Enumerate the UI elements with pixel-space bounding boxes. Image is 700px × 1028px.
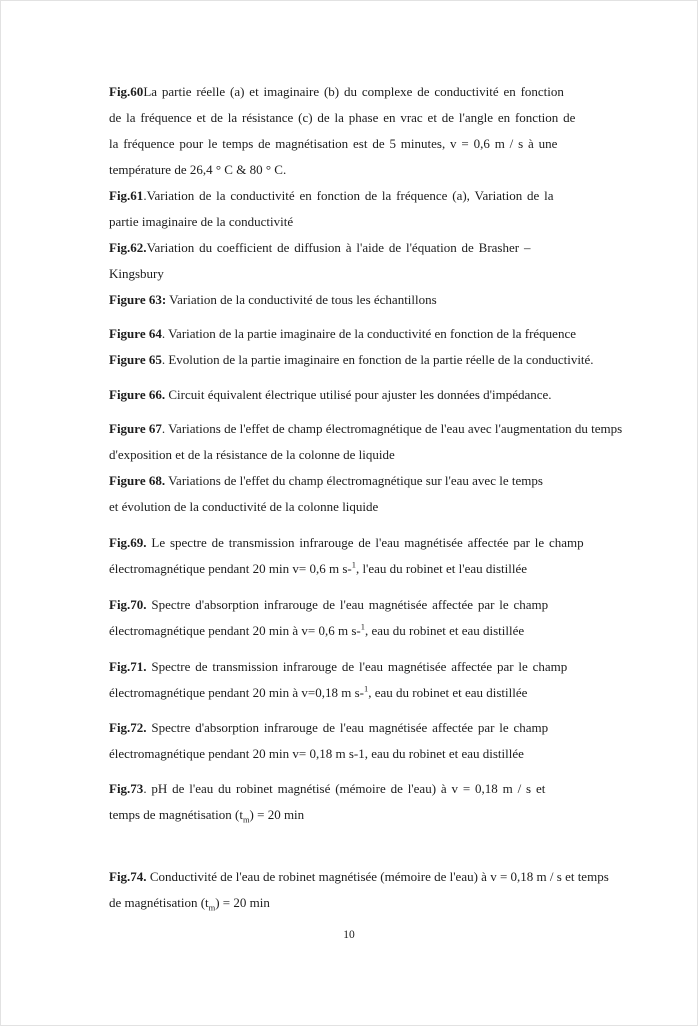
text-line: [109, 442, 621, 468]
text-line: [109, 802, 621, 828]
caption-text: Kingsbury: [109, 266, 164, 281]
figure-label: Fig.73: [109, 781, 144, 796]
figure-entry: [109, 287, 621, 313]
figure-entry: [109, 79, 621, 183]
figure-label: Fig.61: [109, 188, 144, 203]
superscript: 1: [360, 621, 365, 632]
caption-text: Spectre d'absorption infrarouge de l'eau magnétisée affectée par le champ: [146, 597, 549, 612]
figure-label: Fig.74.: [109, 869, 147, 884]
figure-label: Fig.69.: [109, 535, 147, 550]
figure-entry: [109, 183, 621, 235]
figure-label: Fig.71.: [109, 659, 147, 674]
caption-text: d'exposition et de la résistance de la colonne de liquide: [109, 447, 395, 462]
caption-text: . pH de l'eau du robinet magnétisé (mémoire de l'eau) à v = 0,18 m / s et: [143, 781, 546, 796]
text-line: [109, 183, 621, 209]
text-line: [109, 864, 621, 890]
caption-text: Variation de la conductivité de tous les échantillons: [166, 292, 437, 307]
caption-text: température de 26,4 ° C & 80 ° C.: [109, 162, 287, 177]
caption-text: et évolution de la conductivité de la colonne liquide: [109, 499, 379, 514]
caption-text: Le spectre de transmission infrarouge de l'eau magnétisée affectée par le champ: [146, 535, 584, 550]
figure-label: Figure 68.: [109, 473, 166, 488]
text-line: [109, 382, 621, 408]
caption-text: électromagnétique pendant 20 min à v= 0,6 m s-: [109, 623, 361, 638]
caption-text: Circuit équivalent électrique utilisé pour ajuster les données d'impédance.: [165, 387, 552, 402]
caption-text: électromagnétique pendant 20 min à v=0,18 m s-: [109, 685, 364, 700]
subscript: m: [242, 814, 250, 825]
figure-label: Figure 63:: [109, 292, 167, 307]
caption-text: . Evolution de la partie imaginaire en fonction de la partie réelle de la conductivité.: [161, 352, 594, 367]
caption-text: Spectre d'absorption infrarouge de l'eau magnétisée affectée par le champ: [146, 720, 549, 735]
figure-entry: [109, 654, 621, 706]
figure-entry: [109, 864, 621, 916]
text-line: [109, 530, 621, 556]
subscript: m: [208, 902, 216, 913]
text-line: [109, 618, 621, 644]
caption-text: électromagnétique pendant 20 min v= 0,18 m s-1, eau du robinet et eau distillée: [109, 746, 524, 761]
figure-list: [109, 79, 621, 916]
text-line: [109, 741, 621, 767]
figure-entry: [109, 530, 621, 582]
text-line: [109, 131, 621, 157]
caption-text: de la fréquence et de la résistance (c) de la phase en vrac et de l'angle en fonction de: [109, 110, 576, 125]
figure-entry: [109, 382, 621, 408]
caption-text: , eau du robinet et eau distillée: [368, 685, 528, 700]
figure-entry: [109, 321, 621, 347]
text-line: [109, 556, 621, 582]
page-number: 10: [343, 929, 355, 941]
caption-text: électromagnétique pendant 20 min v= 0,6 m s-: [109, 561, 352, 576]
text-line: [109, 890, 621, 916]
figure-label: Fig.62.: [109, 240, 147, 255]
caption-text: Variation du coefficient de diffusion à l'aide de l'équation de Brasher –: [146, 240, 531, 255]
superscript: 1: [351, 559, 356, 570]
caption-text: .Variation de la conductivité en fonction de la fréquence (a), Variation de la: [143, 188, 554, 203]
text-line: [109, 287, 621, 313]
text-line: [109, 654, 621, 680]
figure-label: Fig.72.: [109, 720, 147, 735]
caption-text: . Variations de l'effet de champ électromagnétique de l'eau avec l'augmentation du temps: [161, 421, 623, 436]
caption-text: ) = 20 min: [249, 807, 305, 822]
figure-label: Figure 66.: [109, 387, 166, 402]
text-line: [109, 105, 621, 131]
text-line: [109, 235, 621, 261]
caption-text: la fréquence pour le temps de magnétisation est de 5 minutes, v = 0,6 m / s à une: [109, 136, 558, 151]
caption-text: Conductivité de l'eau de robinet magnétisée (mémoire de l'eau) à v = 0,18 m / s et temps: [146, 869, 609, 884]
caption-text: partie imaginaire de la conductivité: [109, 214, 294, 229]
figure-entry: [109, 776, 621, 828]
figure-entry: [109, 468, 621, 520]
figure-entry: [109, 347, 621, 373]
figure-label: Figure 67: [109, 421, 162, 436]
text-line: [109, 261, 621, 287]
text-line: [109, 416, 621, 442]
figure-entry: [109, 416, 621, 468]
figure-label: Figure 65: [109, 352, 162, 367]
figure-label: Figure 64: [109, 326, 162, 341]
caption-text: Variations de l'effet du champ électromagnétique sur l'eau avec le temps: [165, 473, 543, 488]
figure-label: Fig.60: [109, 84, 144, 99]
caption-text: de magnétisation (t: [109, 895, 209, 910]
text-line: [109, 321, 621, 347]
superscript: 1: [364, 683, 369, 694]
figure-label: Fig.70.: [109, 597, 147, 612]
caption-text: . Variation de la partie imaginaire de la conductivité en fonction de la fréquence: [161, 326, 576, 341]
text-line: [109, 347, 621, 373]
caption-text: ) = 20 min: [215, 895, 270, 910]
text-line: [109, 680, 621, 706]
figure-entry: [109, 715, 621, 767]
text-line: [109, 209, 621, 235]
caption-text: , eau du robinet et eau distillée: [364, 623, 525, 638]
text-line: [109, 494, 621, 520]
figure-entry: [109, 592, 621, 644]
caption-text: Spectre de transmission infrarouge de l'eau magnétisée affectée par le champ: [146, 659, 568, 674]
text-line: [109, 715, 621, 741]
caption-text: temps de magnétisation (t: [109, 807, 243, 822]
figure-entry: [109, 235, 621, 287]
text-line: [109, 79, 621, 105]
text-line: [109, 468, 621, 494]
text-line: [109, 157, 621, 183]
text-line: [109, 592, 621, 618]
caption-text: , l'eau du robinet et l'eau distillée: [355, 561, 528, 576]
caption-text: La partie réelle (a) et imaginaire (b) du complexe de conductivité en fonction: [143, 84, 564, 99]
text-line: [109, 776, 621, 802]
